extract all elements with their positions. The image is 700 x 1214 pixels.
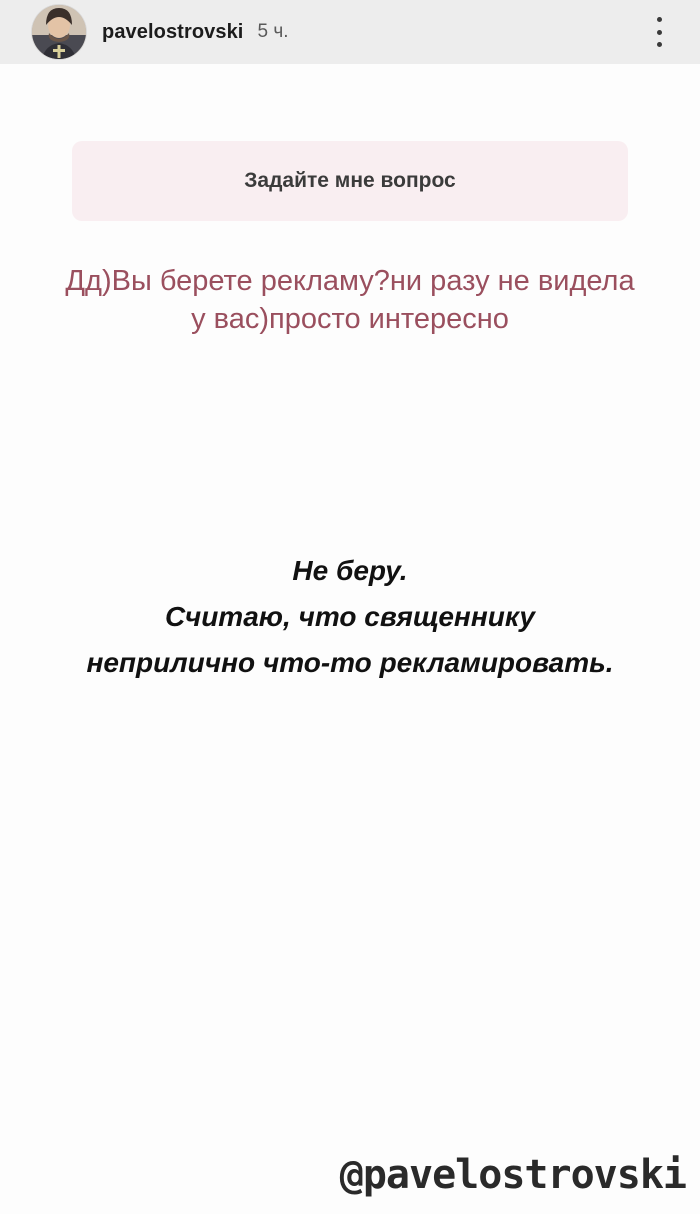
watermark: @pavelostrovski bbox=[339, 1152, 686, 1198]
dot bbox=[657, 30, 662, 35]
answer-line-2: Считаю, что священнику bbox=[165, 601, 535, 633]
question-sticker-prompt: Задайте мне вопрос bbox=[244, 169, 456, 192]
question-sticker[interactable] bbox=[72, 141, 628, 221]
story-header bbox=[0, 0, 700, 64]
answer-line-1: Не беру. bbox=[292, 555, 408, 586]
more-options-icon[interactable] bbox=[656, 17, 662, 47]
dot bbox=[657, 17, 662, 22]
avatar-image bbox=[32, 5, 86, 59]
answer-line-3: неприлично что-то рекламировать. bbox=[86, 647, 614, 679]
username[interactable]: pavelostrovski bbox=[102, 20, 244, 43]
avatar[interactable] bbox=[32, 5, 86, 59]
answer-text bbox=[30, 548, 670, 687]
timestamp: 5 ч. bbox=[257, 21, 289, 42]
dot bbox=[657, 42, 662, 47]
question-text: Дд)Вы берете рекламу?ни разу не видела у вас)просто интересно bbox=[65, 265, 635, 336]
